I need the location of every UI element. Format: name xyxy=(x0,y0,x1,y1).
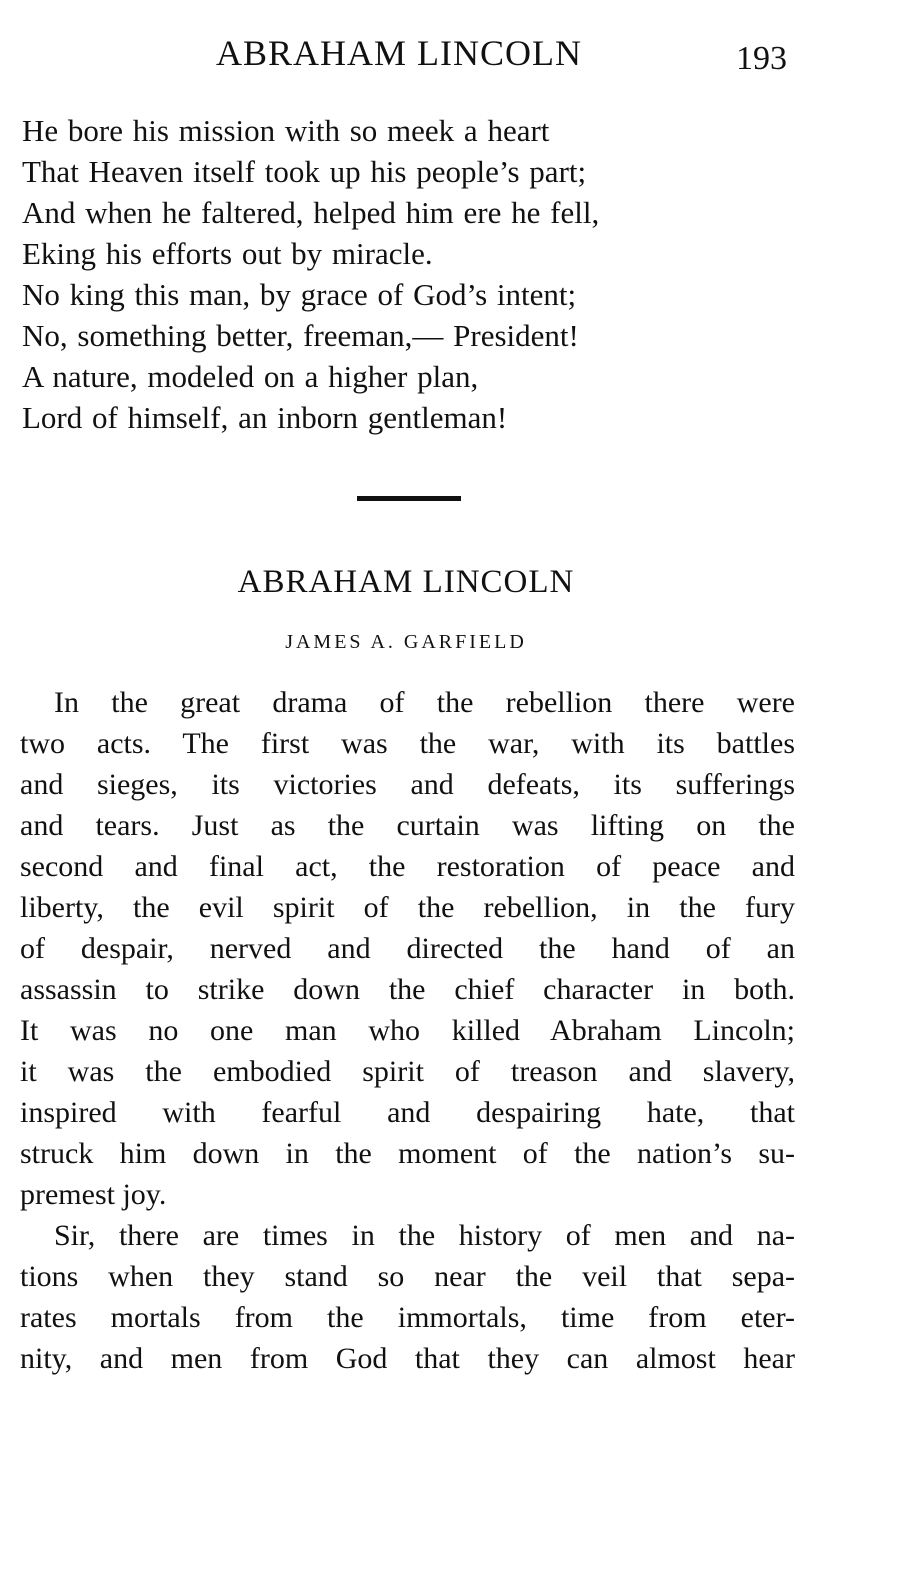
section-title: ABRAHAM LINCOLN xyxy=(237,564,575,600)
poem-line: No, something better, freeman,— President! xyxy=(22,318,579,353)
running-title: ABRAHAM LINCOLN xyxy=(216,33,582,73)
text-line: tions when they stand so near the veil that sepa- xyxy=(20,1260,795,1293)
page-number: 193 xyxy=(736,40,787,77)
poem-line: That Heaven itself took up his people’s part; xyxy=(22,154,587,189)
text-line: and sieges, its victories and defeats, its sufferings xyxy=(20,768,795,801)
poem-line: Lord of himself, an inborn gentleman! xyxy=(22,400,508,435)
poem-line: Eking his efforts out by miracle. xyxy=(22,236,433,271)
poem-stanza xyxy=(22,110,802,438)
text-line: It was no one man who killed Abraham Lincoln; xyxy=(20,1014,795,1047)
text-line: inspired with fearful and despairing hate, that xyxy=(20,1096,795,1129)
text-line: struck him down in the moment of the nation’s su- xyxy=(20,1137,795,1170)
poem-line: He bore his mission with so meek a heart xyxy=(22,113,550,148)
poem-line: A nature, modeled on a higher plan, xyxy=(22,359,479,394)
text-line: Sir, there are times in the history of men and na- xyxy=(54,1219,795,1252)
text-line: In the great drama of the rebellion there were xyxy=(54,686,795,719)
text-line: and tears. Just as the curtain was lifting on the xyxy=(20,809,795,842)
text-line: rates mortals from the immortals, time from eter- xyxy=(20,1301,795,1334)
section-divider xyxy=(357,496,461,501)
text-line: liberty, the evil spirit of the rebellion, in the fury xyxy=(20,891,795,924)
text-line: it was the embodied spirit of treason and slavery, xyxy=(20,1055,795,1088)
author-byline: JAMES A. GARFIELD xyxy=(285,631,527,653)
text-line: nity, and men from God that they can almost hear xyxy=(20,1342,795,1375)
poem-line: No king this man, by grace of God’s intent; xyxy=(22,277,577,312)
text-line: of despair, nerved and directed the hand of an xyxy=(20,932,795,965)
running-header xyxy=(0,30,900,80)
poem-line: And when he faltered, helped him ere he fell, xyxy=(22,195,600,230)
paragraph-1 xyxy=(20,682,795,1215)
prose-body xyxy=(20,682,795,1379)
paragraph-2 xyxy=(20,1215,795,1379)
text-line: premest joy. xyxy=(20,1178,167,1211)
text-line: two acts. The first was the war, with its battles xyxy=(20,727,795,760)
text-line: assassin to strike down the chief character in both. xyxy=(20,973,795,1006)
text-line: second and final act, the restoration of peace and xyxy=(20,850,795,883)
